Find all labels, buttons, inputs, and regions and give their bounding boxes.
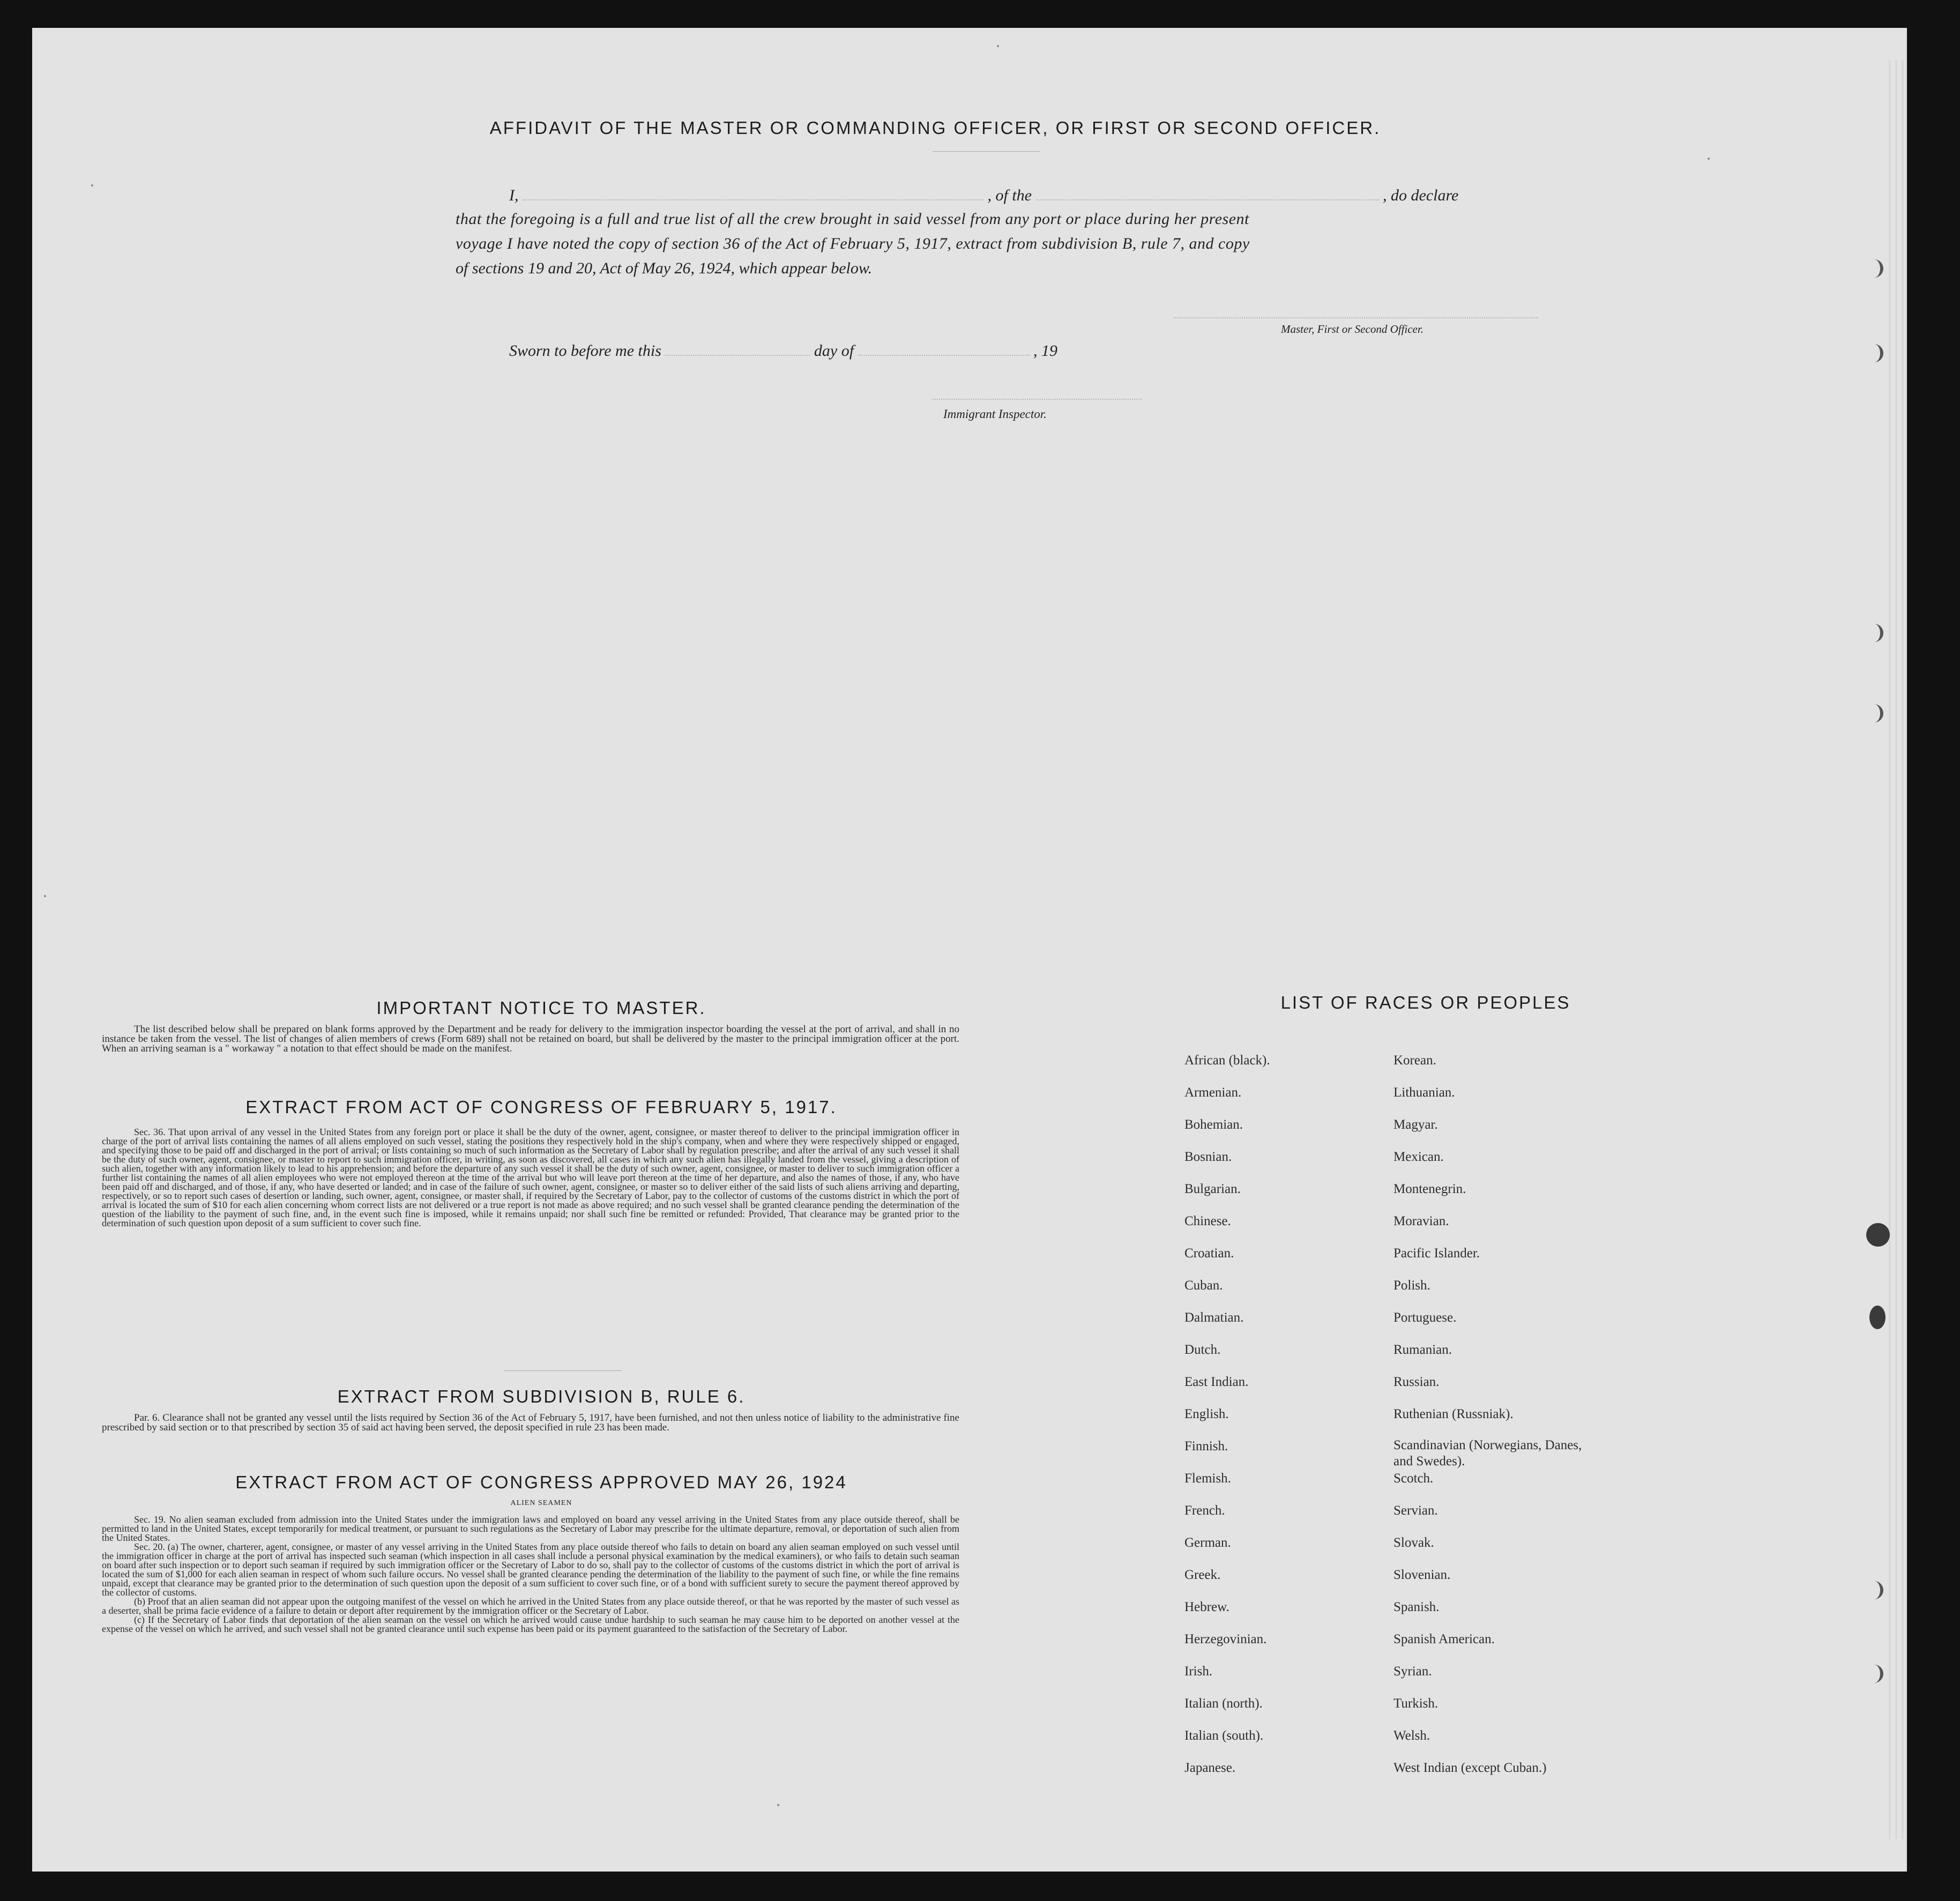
sworn-line (509, 339, 1057, 360)
race-item: Polish. (1393, 1278, 1430, 1293)
race-item: German. (1184, 1535, 1231, 1550)
race-item: Japanese. (1184, 1761, 1236, 1775)
race-item: Magyar. (1393, 1117, 1438, 1132)
race-item: English. (1184, 1407, 1229, 1421)
name-blank[interactable] (523, 183, 983, 200)
race-item: Flemish. (1184, 1471, 1231, 1486)
master-signature-label: Master, First or Second Officer. (1281, 323, 1424, 336)
notice-title: IMPORTANT NOTICE TO MASTER. (376, 998, 706, 1018)
race-item: Lithuanian. (1393, 1085, 1455, 1100)
binder-notch (1870, 1581, 1883, 1599)
title-rule (933, 151, 1040, 152)
extract-1924-title: EXTRACT FROM ACT OF CONGRESS APPROVED MAY 26, 1924 (235, 1472, 847, 1492)
race-item: Bosnian. (1184, 1150, 1232, 1164)
race-item: Dutch. (1184, 1343, 1221, 1357)
document-page (32, 28, 1907, 1872)
race-item: Spanish American. (1393, 1632, 1495, 1646)
speck (997, 45, 999, 47)
binder-notch (1870, 344, 1883, 362)
races-title: LIST OF RACES OR PEOPLES (1280, 993, 1571, 1012)
race-item: Finnish. (1184, 1439, 1228, 1453)
speck (91, 184, 93, 187)
race-item: Scotch. (1393, 1471, 1434, 1486)
race-item: Italian (south). (1184, 1728, 1264, 1743)
page-edge (1889, 60, 1891, 1839)
race-item: Bulgarian. (1184, 1182, 1241, 1196)
affidavit-i: I, (509, 187, 519, 204)
extract-1924-body (102, 1515, 959, 1634)
race-item: West Indian (except Cuban.) (1393, 1761, 1547, 1775)
race-item: Herzegovinian. (1184, 1632, 1267, 1646)
race-item: Servian. (1393, 1503, 1438, 1518)
race-item: Ruthenian (Russniak). (1393, 1407, 1514, 1421)
day-of-text: day of (814, 342, 854, 360)
binder-notch (1870, 259, 1883, 278)
notice-text: The list described below shall be prepared on blank forms approved by the Department and be ready for delivery to the immigration inspector boarding the vessel at the port of arrival, and shall in no instance be taken from the vessel. The list of changes of alien members of crews (Form 689) shall not be retained on board, but shall be delivered by the master to the principal immigration officer at the port. When an arriving seaman is a " workaway " a notation to that effect should be made on the manifest. (102, 1024, 959, 1054)
race-item: Irish. (1184, 1664, 1213, 1679)
race-item: Welsh. (1393, 1728, 1430, 1743)
sec-20b-text: (b) Proof that an alien seaman did not appear upon the outgoing manifest of the vessel on which he arrived in the United States from any place outside thereof, or that he was reported by the master of such vessel as a deserter, shall be prima facie evidence of a failure to detain or deport after requirement by the immigration officer or the Secretary of Labor. (102, 1596, 959, 1616)
race-item: Portuguese. (1393, 1310, 1457, 1325)
race-item: Hebrew. (1184, 1600, 1229, 1614)
race-item: Turkish. (1393, 1696, 1439, 1711)
extract-1917-text: Sec. 36. That upon arrival of any vessel in the United States from any foreign port or place it shall be the duty of the owner, agent, consignee, or master thereof to deliver to the principal immigration officer in charge of the port of arrival lists containing the names of all aliens employed on such vessel, stating the positions they respectively hold in the ship's company, when and where they were respectively shipped or engaged, and specifying those to be paid off and discharged in the port of arrival; or lists containing so much of such information as the Secretary of Labor shall by regulation prescribe; and after the arrival of any such vessel it shall be the duty of such owner, agent, consignee, or master to report to such immigration officer, in writing, as soon as discovered, all cases in which any such alien has illegally landed from the vessel, giving a description of such alien, together with any information likely to lead to his apprehension; and before the departure of any such vessel it shall be the duty of such owner, agent, consignee, or master to deliver to such immigration officer a further list containing the names of all alien employees who were not employed thereon at the time of the arrival but who will leave port thereon at the time of her departure, and also the names of those, if any, who have been paid off and discharged, and of those, if any, who have deserted or landed; and in case of the failure of such owner, agent, consignee, or master so to deliver either of the said lists of such aliens arriving and departing, respectively, or so to report such cases of desertion or landing, such owner, agent, consignee, or master shall, if required by the Secretary of Labor, pay to the collector of customs of the customs district in which the port of arrival is located the sum of $10 for each alien concerning whom correct lists are not delivered or a true report is not made as above required; and no such vessel shall be granted clearance pending the determination of the question of the liability to the payment of such fine, and, in the event such fine is imposed, while it remains unpaid; nor shall such fine be remitted or refunded: Provided, That clearance may be granted prior to the determination of such question upon deposit of a sum sufficient to cover such fine. (102, 1127, 959, 1228)
race-item: Chinese. (1184, 1214, 1231, 1228)
affidavit-line-3: voyage I have noted the copy of section 36 of the Act of February 5, 1917, extract from subdivision B, rule 7, and copy (456, 235, 1250, 252)
sec-20a-text: Sec. 20. (a) The owner, charterer, agent, consignee, or master of any vessel arriving in the United States from any place outside thereof who fails to detain on board any alien seaman employed on such vessel until the immigration officer in charge at the port of arrival has inspected such seaman (which inspection in all cases shall include a personal physical examination by the medical examiners), or who fails to detain such seaman on board after such inspection or to deport such seaman if required by such immigration officer or the Secretary of Labor to do so, shall pay to the collector of customs of the customs district in which the port of arrival is located the sum of $1,000 for each alien seaman in respect of whom such failure occurs. No vessel shall be granted clearance pending the determination of the liability to the payment of such fine, or while the fine remains unpaid, except that clearance may be granted prior to the determination of such question upon the deposit of a sum sufficient to cover such fine, or of a bond with sufficient surety to secure the payment thereof approved by the collector of customs. (102, 1541, 959, 1598)
race-item: Croatian. (1184, 1246, 1234, 1261)
race-item: Rumanian. (1393, 1343, 1452, 1357)
race-item: Bohemian. (1184, 1117, 1243, 1132)
alien-seamen-subtitle: ALIEN SEAMEN (510, 1499, 572, 1507)
race-item: Montenegrin. (1393, 1182, 1466, 1196)
race-item: Syrian. (1393, 1664, 1432, 1679)
affidavit-line-2: that the foregoing is a full and true list of all the crew brought in said vessel from any port or place during her present (456, 210, 1249, 228)
speck (44, 895, 46, 897)
race-item: Korean. (1393, 1053, 1436, 1068)
affidavit-declare: , do declare (1383, 187, 1459, 204)
section-rule (504, 1370, 622, 1371)
inspector-signature-line[interactable] (933, 399, 1142, 400)
binder-hole (1866, 1223, 1890, 1247)
speck (1708, 158, 1710, 160)
inspector-label: Immigrant Inspector. (943, 407, 1047, 421)
race-item: Spanish. (1393, 1600, 1440, 1614)
race-item: Mexican. (1393, 1150, 1444, 1164)
race-item: Scandinavian (Norwegians, Danes, and Swedes). (1393, 1438, 1582, 1468)
race-item: African (black). (1184, 1053, 1270, 1068)
affidavit-line-4: of sections 19 and 20, Act of May 26, 1924, which appear below. (456, 259, 873, 277)
race-item: Slovenian. (1393, 1568, 1451, 1582)
affidavit-line-1 (509, 183, 1458, 205)
race-item: Slovak. (1393, 1535, 1434, 1550)
binder-notch (1870, 624, 1883, 642)
binder-notch (1870, 1665, 1883, 1683)
race-item: Dalmatian. (1184, 1310, 1244, 1325)
affidavit-title: AFFIDAVIT OF THE MASTER OR COMMANDING OFFICER, OR FIRST OR SECOND OFFICER. (489, 118, 1381, 138)
race-item: Cuban. (1184, 1278, 1223, 1293)
master-signature-line[interactable] (1174, 317, 1538, 318)
race-item: Moravian. (1393, 1214, 1449, 1228)
race-item: Greek. (1184, 1568, 1221, 1582)
rule-6-title: EXTRACT FROM SUBDIVISION B, RULE 6. (337, 1386, 746, 1406)
race-item: East Indian. (1184, 1375, 1249, 1389)
page-edge (1895, 60, 1897, 1839)
binder-notch (1870, 704, 1883, 722)
race-item: Pacific Islander. (1393, 1246, 1480, 1261)
vessel-blank[interactable] (1036, 183, 1379, 200)
race-item: Italian (north). (1184, 1696, 1263, 1711)
sworn-month-blank[interactable] (858, 339, 1030, 356)
sec-20c-text: (c) If the Secretary of Labor finds that deportation of the alien seaman on the vessel on which he arrived would cause undue hardship to such seaman he may cause him to be deported on another vessel at the expense of the vessel on which he arrived, and such vessel shall not be granted clearance until such expense has been paid or its payment guaranteed to the satisfaction of the Secretary of Labor. (102, 1614, 959, 1634)
rule-6-text: Par. 6. Clearance shall not be granted any vessel until the lists required by Section 36 of the Act of February 5, 1917, have been furnished, and not then unless notice of liability to the administrative fine prescribed by said section or to that prescribed by section 35 of said act having been served, the deposit specified in rule 23 has been made. (102, 1412, 959, 1433)
sworn-day-blank[interactable] (665, 339, 810, 356)
race-item: French. (1184, 1503, 1225, 1518)
extract-1917-title: EXTRACT FROM ACT OF CONGRESS OF FEBRUARY 5, 1917. (245, 1097, 837, 1117)
binder-hole (1869, 1306, 1886, 1329)
sworn-text: Sworn to before me this (509, 342, 661, 360)
race-item: Armenian. (1184, 1085, 1242, 1100)
sec-19-text: Sec. 19. No alien seaman excluded from admission into the United States under the immigration laws and employed on board any vessel arriving in the United States from any place outside thereof, shall be permitted to land in the United States, except temporarily for medical treatment, or pursuant to such regulations as the Secretary of Labor may prescribe for the ultimate departure, removal, or deportation of such alien from the United States. (102, 1514, 959, 1543)
page-edge (1902, 60, 1904, 1839)
race-item: Russian. (1393, 1375, 1440, 1389)
affidavit-of-the: , of the (987, 187, 1032, 204)
speck (777, 1804, 779, 1806)
year-prefix: , 19 (1033, 342, 1058, 360)
